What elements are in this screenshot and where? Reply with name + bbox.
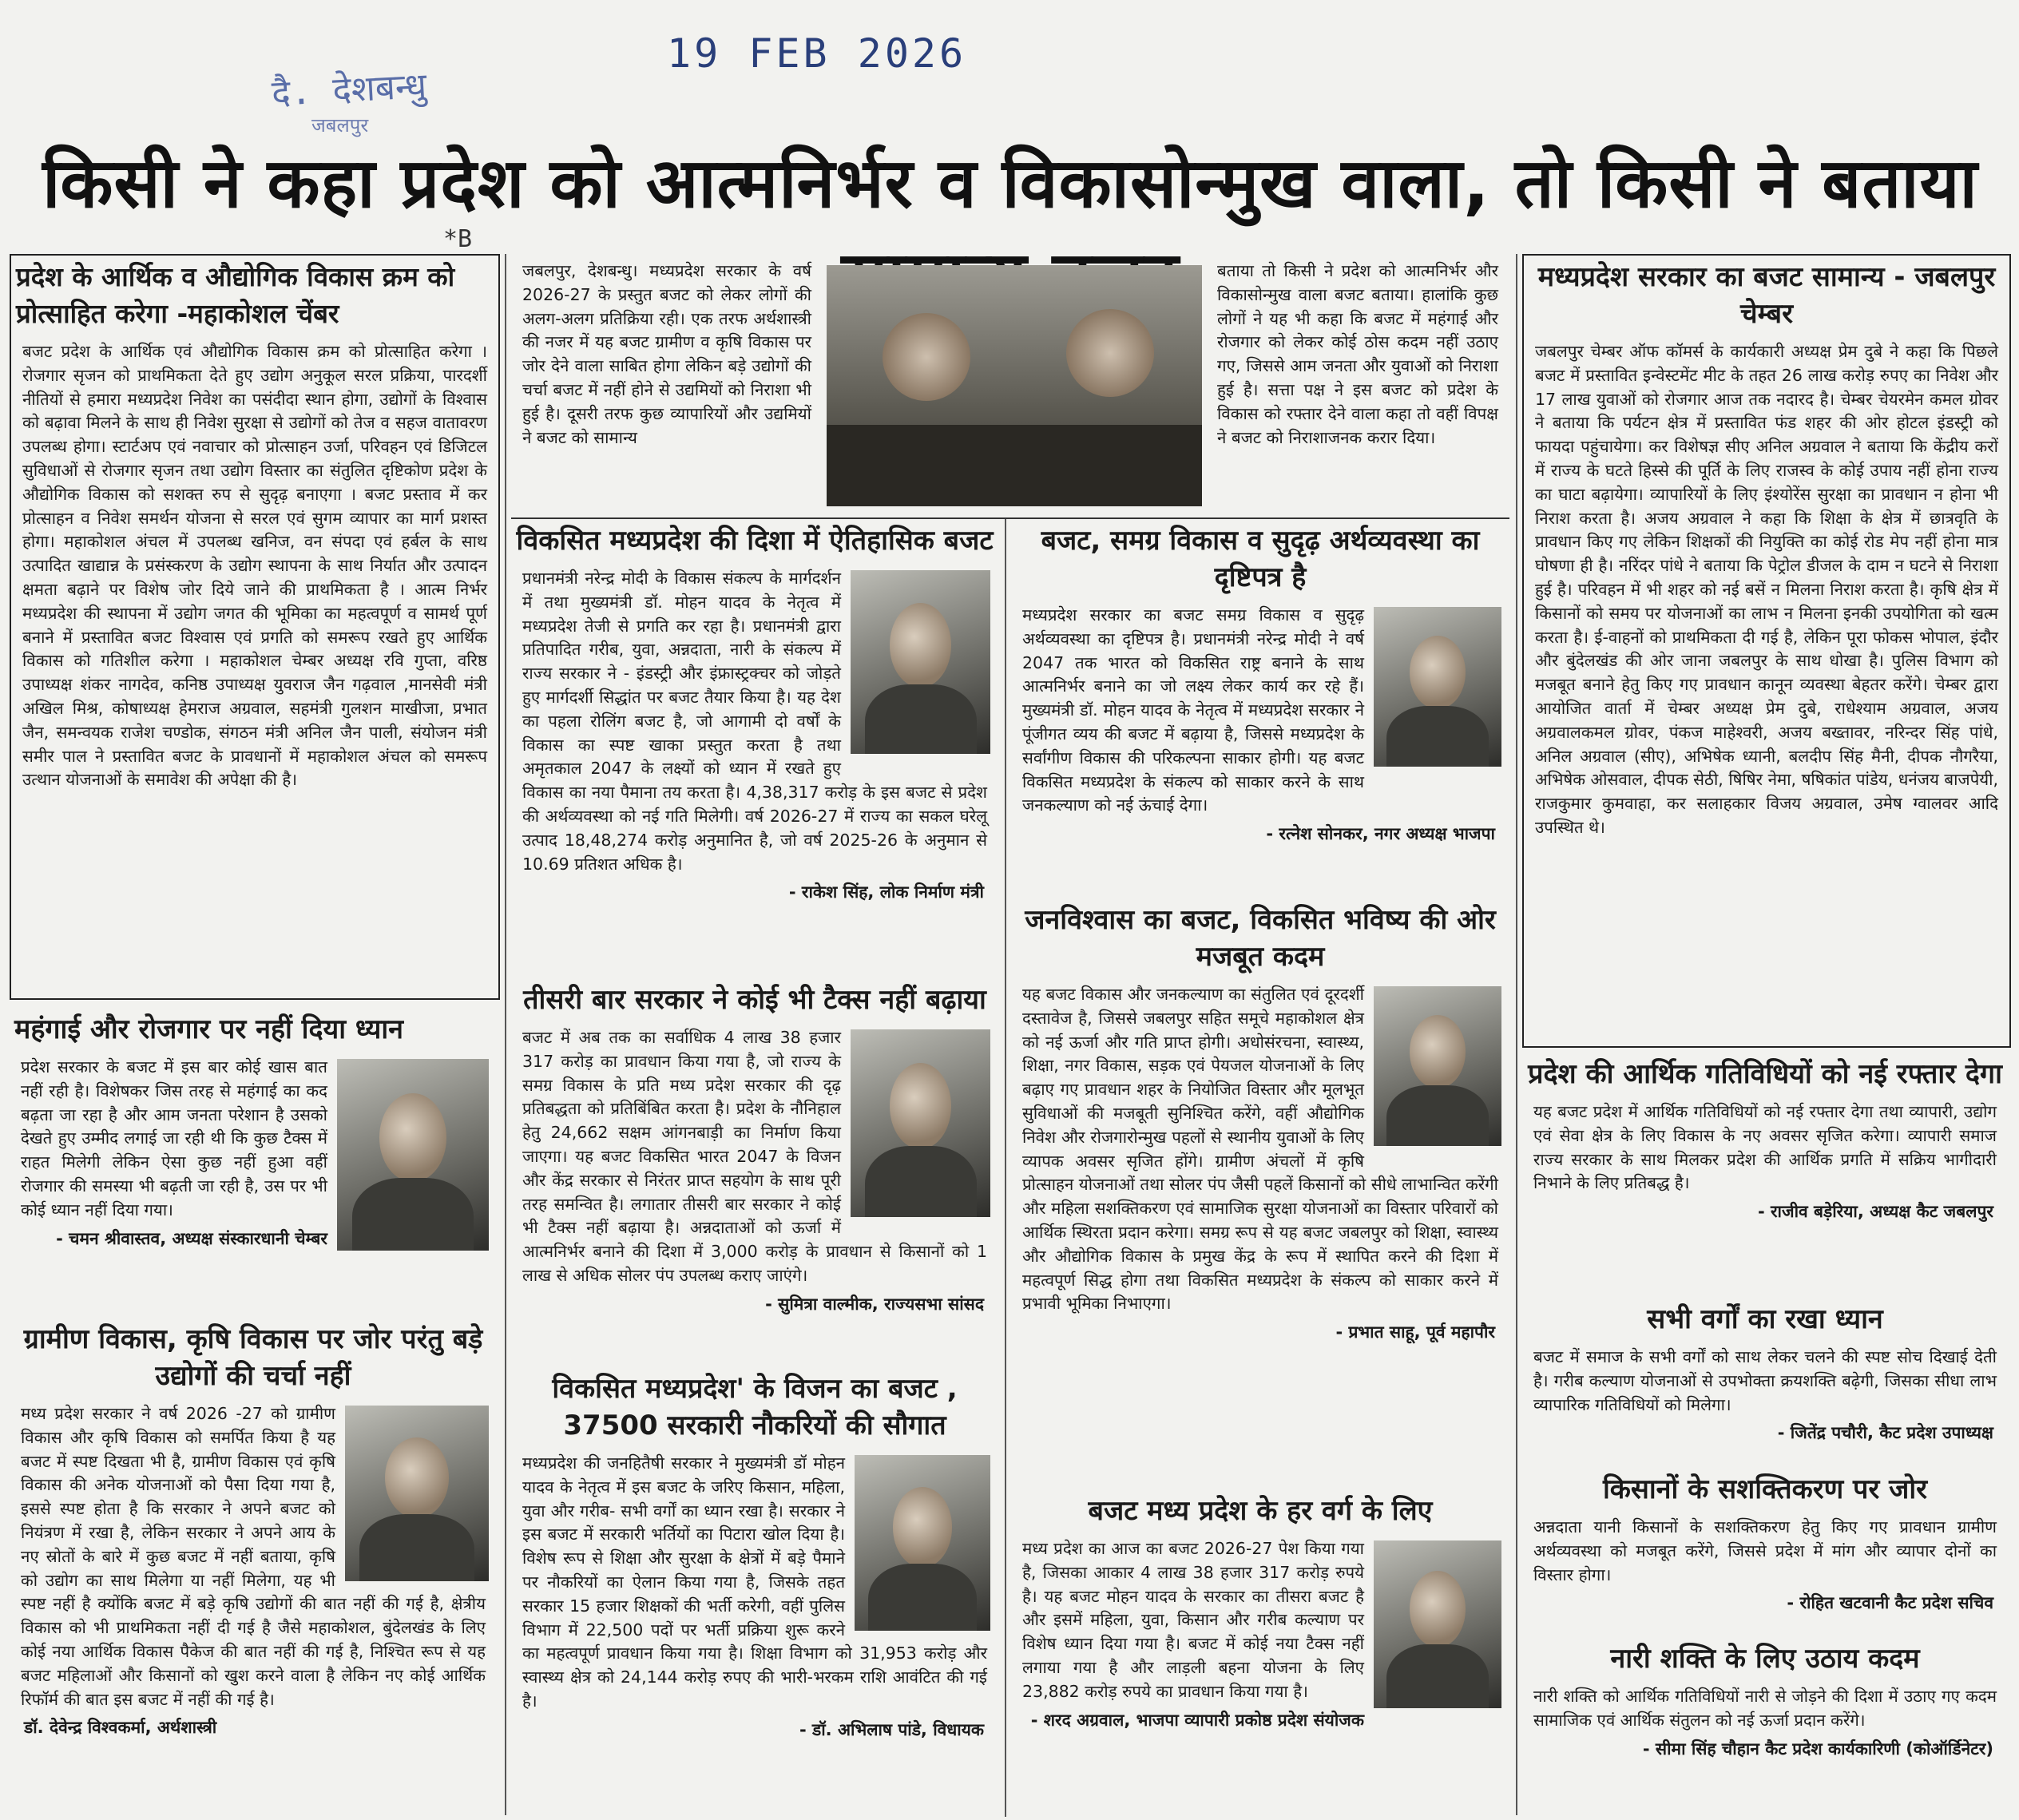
intro-body-right: बताया तो किसी ने प्रदेश को आत्मनिर्भर और विकासोन्मुख वाला बजट बताया। हालांकि कुछ लोगों ने यह भी कहा कि बजट में महंगाई और रोजगार को लेकर कोई ठोस कदम नहीं उठाए गए, जिससे आम जनता और युवाओं को निराशा हुई है। सत्ता पक्ष ने इस बजट को प्रदेश के विकास को रफ्तार देने वाला कहा तो वहीं विपक्ष ने बजट को निराशाजनक करार दिया। — [1217, 261, 1498, 447]
article-title: नारी शक्ति के लिए उठाय कदम — [1610, 1643, 1920, 1675]
article-body: जबलपुर चेम्बर ऑफ कॉमर्स के कार्यकारी अध्यक्ष प्रेम दुबे ने कहा कि पिछले बजट में प्रस्तावित इन्वेस्टमेंट मीट के तहत 26 लाख करोड़ रुपए का निवेश और 17 लाख युवाओं को रोजगार आज तक नदारद है। चेम्बर चेयरमेन कमल ग्रोवर ने बताया कि पर्यटन क्षेत्र में प्रस्तावित फंड शहर की ओर होटल इंडस्ट्री को फायदा पहुंचायेगा। कर विशेषज्ञ सीए अनिल अग्रवाल ने बताया कि केंद्रीय करों में राज्य के घटते हिस्से की पूर्ति के लिए राजस्व के कोई उपाय नहीं होना राज्य का घाटा बढ़ायेगा। व्यापारियों के लिए इंश्योरेंस सुरक्षा का प्रावधान न होना भी निराश करता है। अजय अग्रवाल ने कहा कि शिक्षा के क्षेत्र में छात्रवृति के प्रावधान किए गए लेकिन शिक्षकों की नियुक्ति का कोई रोड मेप नहीं होना मात्र घोषणा ही है। नरिंदर पांधे ने बताया कि पेट्रोल डीजल के दाम न घटने से निराशा हुई है। परिवहन में भी शहर को नई बसें न मिलना निराश करता है। कृषि क्षेत्र में किसानों को समय पर योजनाओं का लाभ न मिलना इनकी उपयोगिता को खत्म करता है। ई-वाहनों को प्राथमिकता दी गई है, लेकिन पूरा फोकस भोपाल, इंदौर और बुंदेलखंड की ओर जाना जबलपुर के साथ धोखा है। पुलिस विभाग को मजबूत बनाने हेतु किए गए प्रावधान कानून व्यवस्था बेहतर करेंगे। चेम्बर द्वारा आयोजित वार्ता में चेम्बर अध्यक्ष प्रेम दुबे, राधेश्याम अग्रवाल, अजय अग्रवालकमल ग्रोवर, पंकज माहेश्वरी, अजय बख्तावर, नरिन्दर सिंह पांधे, अनिल अग्रवाल (सीए), अभिषेक ध्यानी, बलदीप सिंह मैनी, दीपक नौगरैया, अभिषेक ओसवाल, दीपक सेठी, षिषिर नेमा, षषिकांत पांडेय, धनंजय बाजपेयी, राजकुमार कुमवाहा, कर सलाहकार विजय अग्रवाल, उमेष ग्वालवर आदि उपस्थित थे। — [1535, 342, 1998, 837]
article-body: अन्नदाता यानी किसानों के सशक्तिकरण हेतु किए गए प्रावधान ग्रामीण अर्थव्यवस्था को मजबूत करेंगे, जिससे प्रदेश में मांग और व्यापार दोनों का विस्तार होगा। — [1533, 1517, 1997, 1584]
article-title: महंगाई और रोजगार पर नहीं दिया ध्यान — [14, 1013, 404, 1045]
article-signature: - रत्नेश सोनकर, नगर अध्यक्ष भाजपा — [1266, 824, 1495, 844]
person-photo — [851, 1029, 990, 1217]
article-body: नारी शक्ति को आर्थिक गतिविधियों नारी से जोड़ने की दिशा में उठाए गए कदम सामाजिक एवं आर्थिक संतुलन को नई ऊर्जा प्रदान करेंगे। — [1533, 1687, 1997, 1730]
article-title: बजट मध्य प्रदेश के हर वर्ग के लिए — [1088, 1495, 1433, 1527]
article-title: जनविश्वास का बजट, विकसित भविष्य की ओर मजबूत कदम — [1025, 904, 1496, 973]
article-signature: - शरद अग्रवाल, भाजपा व्यापारी प्रकोष्ठ प्रदेश संयोजक — [1030, 1710, 1364, 1730]
person-photo — [1374, 1540, 1501, 1708]
intro-left — [511, 260, 823, 507]
article-body: यह बजट प्रदेश में आर्थिक गतिविधियों को नई रफ्तार देगा तथा व्यापारी, उद्योग एवं सेवा क्षेत्र के लिए विकास के नए अवसर सृजित करेगा। व्यापारी समाज राज्य सरकार के साथ मिलकर प्रदेश की आर्थिक प्रगति में सक्रिय भागीदारी निभाने के लिए प्रतिबद्ध है। — [1533, 1102, 1997, 1193]
article-janvishwas — [1011, 898, 1509, 1485]
article-signature: - जितेंद्र पचौरी, कैट प्रदेश उपाध्यक्ष — [1777, 1423, 1993, 1443]
intro-body-left: जबलपुर, देशबन्धु। मध्यप्रदेश सरकार के वर्ष 2026-27 के प्रस्तुत बजट को लेकर लोगों की अलग-अलग प्रतिक्रिया रही। एक तरफ अर्थशास्त्री की नजर में यह बजट ग्रामीण व कृषि विकास पर जोर देने वाला साबित होगा लेकिन बड़े उद्योगों की चर्चा बजट में नहीं होने से उद्यमियों को निराशा भी हुई है। दूसरी तरफ कुछ व्यापारियों और उद्यमियों ने बजट को सामान्य — [522, 261, 811, 447]
article-title: तीसरी बार सरकार ने कोई भी टैक्स नहीं बढ़ाया — [523, 984, 986, 1016]
article-harvarg — [1011, 1489, 1509, 1817]
article-body: बजट में समाज के सभी वर्गों को साथ लेकर चलने की स्पष्ट सोच दिखाई देती है। गरीब कल्याण योजनाओं से उपभोक्ता क्रयशक्ति बढ़ेगी, जिसका सीधा लाभ व्यापारिक गतिविधियों को मिलेगा। — [1533, 1347, 1997, 1414]
person-photo — [1374, 986, 1501, 1146]
article-body: मध्यप्रदेश सरकार का बजट समग्र विकास व सुदृढ़ अर्थव्यवस्था का दृष्टिपत्र है। प्रधानमंत्री नरेन्द्र मोदी ने वर्ष 2047 तक भारत को विकसित राष्ट्र बनाने के साथ आत्मनिर्भर बनाने का जो लक्ष्य लेकर कार्य कर रहे हैं। मुख्यमंत्री डॉ. मोहन यादव के नेतृत्व में मध्यप्रदेश सरकार ने पूंजीगत व्यय की बजट में बढ़ाया है, जिससे मध्यप्रदेश के सर्वांगीण विकास की परिकल्पना साकार होगी। यह बजट विकसित मध्यप्रदेश के संकल्प को साकार करने के साथ जनकल्याण को नई ऊंचाई देगा। — [1022, 605, 1364, 815]
article-signature: - राजीव बड़ेरिया, अध्यक्ष कैट जबलपुर — [1757, 1202, 1993, 1222]
intro-right — [1206, 260, 1509, 507]
page-headline: किसी ने कहा प्रदेश को आत्मनिर्भर व विकासोन्मुख वाला, तो किसी ने बताया — [42, 144, 1978, 224]
article-title: ग्रामीण विकास, कृषि विकास पर जोर परंतु बड़े उद्योगों की चर्चा नहीं — [23, 1323, 483, 1392]
date-stamp: 19 FEB 2026 — [667, 30, 967, 77]
article-body: बजट प्रदेश के आर्थिक एवं औद्योगिक विकास क्रम को प्रोत्साहित करेगा । रोजगार सृजन को प्राथमिकता देते हुए उद्योग अनुकूल सरल प्रक्रिया, पारदर्शी नीतियों से हमारा मध्यप्रदेश निवेश का पसंदीदा स्थान होगा, उद्योगों के विश्वास को बढ़ावा मिलने के साथ ही निवेश सुरक्षा से उद्योगों को तेज व सहज वातावरण उपलब्ध होगा। स्टार्टअप एवं नवाचार को प्रोत्साहन उर्जा, परिवहन एवं डिजिटल सुविधाओं से रोजगार सृजन तथा उद्योग विस्तार का संतुलित दृष्टिकोण प्रदेश के औद्योगिक विकास को सशक्त रुप से सुदृढ़ बनाएगा । बजट प्रस्ताव में कर प्रोत्साहन व निवेश समर्थन योजना से सरल एवं सुगम व्यापार का मार्ग प्रशस्त होगा। महाकोशल अंचल में उपलब्ध खनिज, वन संपदा एवं हर्बल के साथ उत्पादित खाद्यान्न के प्रसंस्करण के उद्योग स्थापना के साथ निर्यात और उत्पादन क्षमता बढ़ाने पर विशेष जोर दिये जाने की प्राथमिकता है । आत्म निर्भर मध्यप्रदेश की स्थापना में उद्योग जगत की भूमिका का महत्वपूर्ण व सामर्थ पूर्ण बनाने में प्रस्तावित बजट विश्वास एवं प्रगति को समरूप रखते हुए आर्थिक विकास को गतिशील करेगा । महाकोशल चेम्बर अध्यक्ष रवि गुप्ता, वरिष्ठ उपाध्यक्ष शंकर नागदेव, कनिष्ठ उपाध्यक्ष युवराज जैन गढ़वाल ,मानसेवी मंत्री अखिल मिश्र, कोषाध्यक्ष हेमराज अग्रवाल, सहमंत्री गुलशन माखीजा, प्रभात जैन, समन्वयक राजेश चण्डोक, संगठन मंत्री अनिल जैन पाली, संयोजन मंत्री समीर पाल ने प्रस्तावित बजट के प्रावधानों में महाकोशल अंचल को समरूप उत्थान योजनाओं के समावेश की अपेक्षा की है। — [22, 342, 487, 790]
article-title: विकसित मध्यप्रदेश' के विजन का बजट , 37500 सरकारी नौकरियों की सौगात — [552, 1373, 958, 1441]
city-stamp: जबलपुर — [311, 114, 369, 137]
article-mahakoshal — [10, 254, 500, 1000]
article-signature: - चमन श्रीवास्तव, अध्यक्ष संस्कारधानी चेम्बर — [56, 1228, 327, 1248]
article-title: किसानों के सशक्तिकरण पर जोर — [1602, 1473, 1928, 1505]
article-body: मध्य प्रदेश सरकार ने वर्ष 2026 -27 को ग्रामीण विकास और कृषि विकास को समर्पित किया है यह बजट में स्पष्ट दिखता भी है, ग्रामीण विकास एवं कृषि विकास की अनेक योजनाओं को पैसा दिया गया है, इससे स्पष्ट होता है कि सरकार ने अपने बजट को नियंत्रण में रखा है, लेकिन सरकार ने अपने आय के नए स्रोतों के बारे में कुछ बजट में नहीं बताया, कृषि को उद्योग का साथ मिलेगा या नहीं मिलेगा, यह भी स्पष्ट नहीं है क्योंकि बजट में बड़े कृषि उद्योगों की बात नहीं की गई है, क्षेत्रीय विकास को भी प्राथमिकता नहीं दी गई है जैसे महाकोशल, बुंदेलखंड के लिए कोई नया आर्थिक विकास पैकेज की बात नहीं की गई है, निश्चित रूप से यह बजट महिलाओं और किसानों को खुश करने वाला है लेकिन नए कोई आर्थिक रिफॉर्म की बात इस बजट में नहीं की गई है। — [21, 1404, 486, 1709]
article-body: मध्य प्रदेश का आज का बजट 2026-27 पेश किया गया है, जिसका आकार 4 लाख 38 हजार 317 करोड़ रुपये है। यह बजट मोहन यादव के सरकार का तीसरा बजट है और इसमें महिला, युवा, किसान और गरीब कल्याण पर विशेष ध्यान दिया गया है। बजट में कोई नया टैक्स नहीं लगाया गया है और लाड़ली बहना योजना के लिए 23,882 करोड़ रुपये का प्रावधान किया गया है। — [1022, 1539, 1364, 1701]
article-mehngai — [10, 1008, 497, 1315]
article-chamber — [1522, 254, 2011, 1048]
person-photo — [851, 570, 990, 754]
article-title: प्रदेश के आर्थिक व औद्योगिक विकास क्रम को प्रोत्साहित करेगा -महाकोशल चेंबर — [16, 261, 455, 329]
article-title: मध्यप्रदेश सरकार का बजट सामान्य - जबलपुर चेम्बर — [1537, 261, 1996, 330]
article-body: प्रदेश सरकार के बजट में इस बार कोई खास बात नहीं रही है। विशेषकर जिस तरह से महंगाई का कद बढ़ता जा रहा है और आम जनता परेशान है उसको देखते हुए उम्मीद लगाई जा रही थी कि कुछ टैक्स में राहत मिलेगी लेकिन ऐसा कुछ नहीं हुआ वहीं रोजगार की समस्या भी बढ़ती जा रही है, उस पर भी कोई ध्यान नहीं दिया गया। — [21, 1057, 327, 1219]
article-signature: - सुमित्रा वाल्मीक, राज्यसभा सांसद — [765, 1294, 984, 1314]
article-nari — [1522, 1637, 2008, 1817]
article-body: मध्यप्रदेश की जनहितैषी सरकार ने मुख्यमंत्री डॉ मोहन यादव के नेतृत्व में इस बजट के जरिए किसान, महिला, युवा और गरीब- सभी वर्गों का ध्यान रखा है। सरकार ने इस बजट में सरकारी भर्तियों का पिटारा खोल दिया है। विशेष रूप से शिक्षा और सुरक्षा के क्षेत्रों में बड़े पैमाने पर नौकरियों का ऐलान किया गया है, जिसके तहत सरकार 15 हजार शिक्षकों की भर्ती करेगी, वहीं पुलिस विभाग में 22,500 पदों पर भर्ती प्रक्रिया शुरू करने का महत्वपूर्ण प्रावधान किया गया है। शिक्षा विभाग को 31,953 करोड़ और स्वास्थ्य क्षेत्र को 24,144 करोड़ रुपए की भारी-भरकम राशि आवंटित की गई है। — [522, 1453, 987, 1711]
handwritten-mark: *B — [443, 225, 473, 253]
article-body: प्रधानमंत्री नरेन्द्र मोदी के विकास संकल्प के मार्गदर्शन में तथा मुख्यमंत्री डॉ. मोहन यादव के नेतृत्व में मध्यप्रदेश तेजी से प्रगति कर रहा है। प्रधानमंत्री द्वारा प्रतिपादित गरीब, युवा, अन्नदाता, नारी के संकल्प में राज्य सरकार ने - इंडस्ट्री और इंफ्रास्ट्रक्चर को जोड़ते हुए मार्गदर्शी सिद्धांत पर बजट तैयार किया है। यह देश का पहला रोलिंग बजट है, जो आगामी दो वर्षों के विकास का स्पष्ट खाका प्रस्तुत करता है तथा अमृतकाल 2047 के लक्ष्यों को ध्यान में रखते हुए विकास का नया पैमाना तय करता है। 4,38,317 करोड़ के इस बजट से प्रदेश की अर्थव्यवस्था को नई गति मिलेगी। वर्ष 2026-27 में राज्य का सकल घरेलू उत्पाद 18,48,274 करोड़ अनुमानित है, जो वर्ष 2025-26 के अनुमान से 10.69 प्रतिशत अधिक है। — [522, 569, 987, 874]
article-signature: - प्रभात साहू, पूर्व महापौर — [1335, 1322, 1495, 1342]
person-photo — [855, 1455, 990, 1631]
article-signature: - डॉ. अभिलाष पांडे, विधायक — [799, 1719, 984, 1739]
article-title: विकसित मध्यप्रदेश की दिशा में ऐतिहासिक बजट — [516, 525, 994, 557]
article-gramin — [10, 1318, 497, 1817]
article-signature: - सीमा सिंह चौहान कैट प्रदेश कार्यकारिणी (कोऑर्डिनेटर) — [1642, 1739, 1993, 1759]
article-kisan — [1522, 1468, 2008, 1636]
article-raftar — [1522, 1053, 2008, 1292]
article-samagra — [1011, 519, 1509, 894]
article-title: प्रदेश की आर्थिक गतिविधियों को नई रफ्तार देगा — [1528, 1058, 2002, 1090]
article-title: सभी वर्गों का रखा ध्यान — [1647, 1303, 1883, 1335]
person-photo — [1374, 607, 1501, 767]
article-title: बजट, समग्र विकास व सुदृढ़ अर्थव्यवस्था का दृष्टिपत्र है — [1041, 525, 1480, 593]
article-teesri — [511, 978, 998, 1366]
article-body: यह बजट विकास और जनकल्याण का संतुलित एवं दूरदर्शी दस्तावेज है, जिससे जबलपुर सहित समूचे महाकोशल क्षेत्र को नई ऊर्जा और गति प्राप्त होगी। अधोसंरचना, स्वास्थ्य, शिक्षा, नगर विकास, सड़क एवं पेयजल योजनाओं के लिए बढ़ाए गए प्रावधान शहर के नियोजित विस्तार और मूलभूत सुविधाओं की मजबूती सुनिश्चित करेंगे, वहीं औद्योगिक निवेश और रोजगारोन्मुख पहलों से स्थानीय युवाओं के लिए व्यापक अवसर सृजित होंगे। ग्रामीण अंचलों में कृषि प्रोत्साहन योजनाओं तथा सोलर पंप जैसी पहलें किसानों को सीधे लाभान्वित करेंगी और महिला सशक्तिकरण एवं सामाजिक सुरक्षा योजनाओं का विस्तार परिवारों को आर्थिक स्थिरता प्रदान करेगा। समग्र रूप से यह बजट जबलपुर को शिक्षा, स्वास्थ्य और औद्योगिक विकास के प्रमुख केंद्र के रूप में स्थापित करने की दिशा में महत्वपूर्ण सिद्ध होगा तथा विकसित मध्यप्रदेश के संकल्प को साकार करने में प्रभावी भूमिका निभाएगा। — [1022, 985, 1498, 1314]
article-signature: - रोहित खटवानी कैट प्रदेश सचिव — [1787, 1593, 1993, 1613]
article-signature: - राकेश सिंह, लोक निर्माण मंत्री — [788, 882, 984, 902]
article-viksit — [511, 519, 998, 974]
article-vision — [511, 1367, 998, 1818]
article-sabhi — [1522, 1298, 2008, 1465]
article-body: बजट में अब तक का सर्वाधिक 4 लाख 38 हजार 317 करोड़ का प्रावधान किया गया है, जो राज्य के समग्र विकास के प्रति मध्य प्रदेश सरकार की दृढ़ प्रतिबद्धता को प्रतिबिंबित करता है। प्रदेश के नौनिहाल हेतु 24,662 सक्षम आंगनबाड़ी का निर्माण किया जाएगा। यह बजट विकसित भारत 2047 के विजन और केंद्र सरकार से निरंतर प्राप्त सहयोग के साथ पूरी तरह समन्वित है। लगातार तीसरी बार सरकार ने कोई भी टैक्स नहीं बढ़ाया है। अन्नदाताओं को ऊर्जा में आत्मनिर्भर बनाने की दिशा में 3,000 करोड़ के प्रावधान से किसानों को 1 लाख से अधिक सोलर पंप उपलब्ध कराए जाएंगे। — [522, 1028, 987, 1285]
person-photo — [337, 1059, 489, 1251]
person-photo — [345, 1406, 489, 1581]
newspaper-name-stamp: दै. देशबन्धु — [270, 65, 428, 115]
article-signature: डॉ. देवेन्द्र विश्वकर्मा, अर्थशास्त्री — [24, 1718, 217, 1738]
assembly-photo — [827, 265, 1202, 506]
